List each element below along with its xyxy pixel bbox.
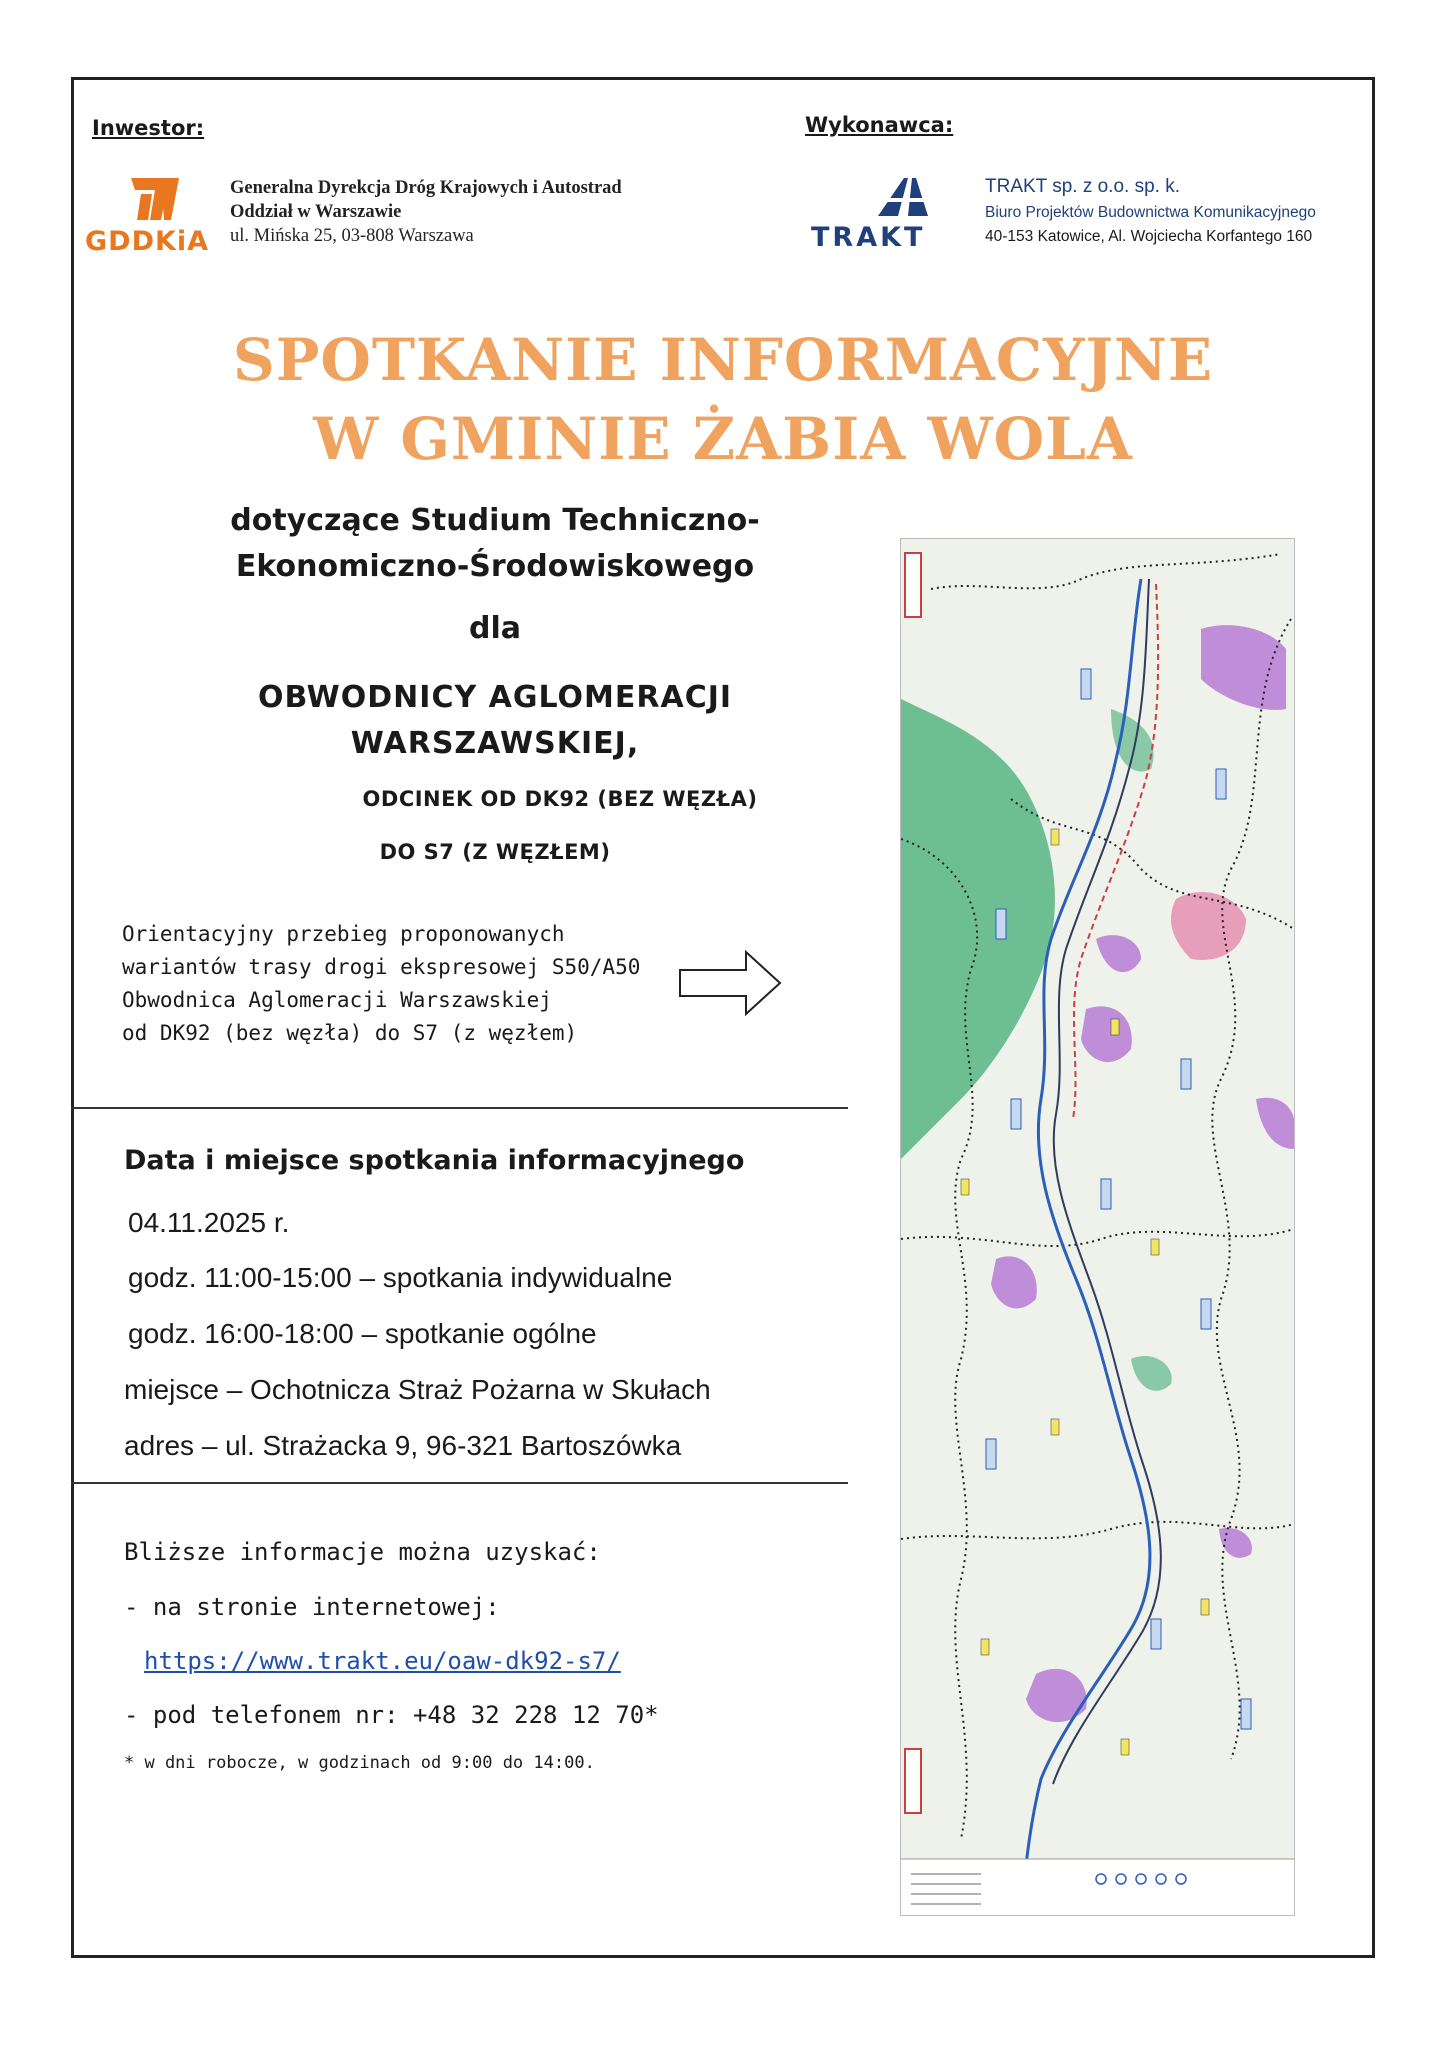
meeting-address: adres – ul. Strażacka 9, 96-321 Bartoszówka <box>124 1430 682 1461</box>
gddkia-wordmark: GDDKiA <box>85 226 210 257</box>
road-name <box>120 675 870 767</box>
meeting-slot-individual: godz. 11:00-15:00 – spotkania indywidualne <box>128 1262 673 1293</box>
map-note <box>122 918 640 1050</box>
trakt-wordmark: TRAKT <box>811 222 926 253</box>
gddkia-line1: Generalna Dyrekcja Dróg Krajowych i Autostrad <box>230 178 622 198</box>
road-line1: OBWODNICY AGLOMERACJI <box>257 680 733 715</box>
meeting-heading: Data i miejsce spotkania informacyjnego <box>124 1145 745 1176</box>
trakt-company-desc: Biuro Projektów Budownictwa Komunikacyjnego <box>985 204 1316 221</box>
trakt-company-name: TRAKT sp. z o.o. sp. k. <box>985 176 1180 197</box>
gddkia-line2: Oddział w Warszawie <box>230 202 402 222</box>
road-line2: WARSZAWSKIEJ, <box>350 726 640 761</box>
gddkia-address <box>230 176 622 248</box>
arrow-right-icon <box>678 948 783 1018</box>
route-map-image <box>900 538 1295 1916</box>
meeting-date: 04.11.2025 r. <box>128 1207 290 1238</box>
trakt-address: 40-153 Katowice, Al. Wojciecha Korfantego 160 <box>985 228 1313 245</box>
investor-label: Inwestor: <box>92 116 205 140</box>
map-note-line2: wariantów trasy drogi ekspresowej S50/A50 <box>122 955 641 979</box>
info-phone: - pod telefonem nr: +48 32 228 12 70* <box>124 1701 659 1729</box>
meeting-slot-general: godz. 16:00-18:00 – spotkanie ogólne <box>128 1318 597 1349</box>
trakt-road-icon <box>868 176 938 218</box>
info-web-label: - na stronie internetowej: <box>124 1593 500 1621</box>
poster-title-line2: W GMINIE ŻABIA WOLA <box>313 405 1133 473</box>
study-line1: dotyczące Studium Techniczno- <box>230 503 760 538</box>
study-name <box>120 498 870 590</box>
info-footnote: * w dni robocze, w godzinach od 9:00 do 14:00. <box>124 1753 595 1773</box>
info-intro: Bliższe informacje można uzyskać: <box>124 1538 601 1566</box>
contractor-label: Wykonawca: <box>805 113 954 137</box>
gddkia-logo-icon <box>117 170 197 225</box>
study-dla: dla <box>468 611 521 646</box>
poster-title-line1: SPOTKANIE INFORMACYJNE <box>232 326 1214 394</box>
gddkia-line3: ul. Mińska 25, 03-808 Warszawa <box>230 226 474 246</box>
divider-1 <box>71 1107 848 1109</box>
section-line1: ODCINEK OD DK92 (BEZ WĘZŁA) <box>362 787 758 811</box>
map-note-line1: Orientacyjny przebieg proponowanych <box>122 922 565 946</box>
project-website-link[interactable]: https://www.trakt.eu/oaw-dk92-s7/ <box>144 1647 621 1675</box>
study-line2: Ekonomiczno-Środowiskowego <box>235 549 755 584</box>
meeting-place: miejsce – Ochotnicza Straż Pożarna w Skułach <box>124 1374 711 1405</box>
map-note-line3: Obwodnica Aglomeracji Warszawskiej <box>122 988 552 1012</box>
map-note-line4: od DK92 (bez węzła) do S7 (z węzłem) <box>122 1021 578 1045</box>
divider-2 <box>71 1482 848 1484</box>
section-line2: DO S7 (Z WĘZŁEM) <box>379 840 611 864</box>
